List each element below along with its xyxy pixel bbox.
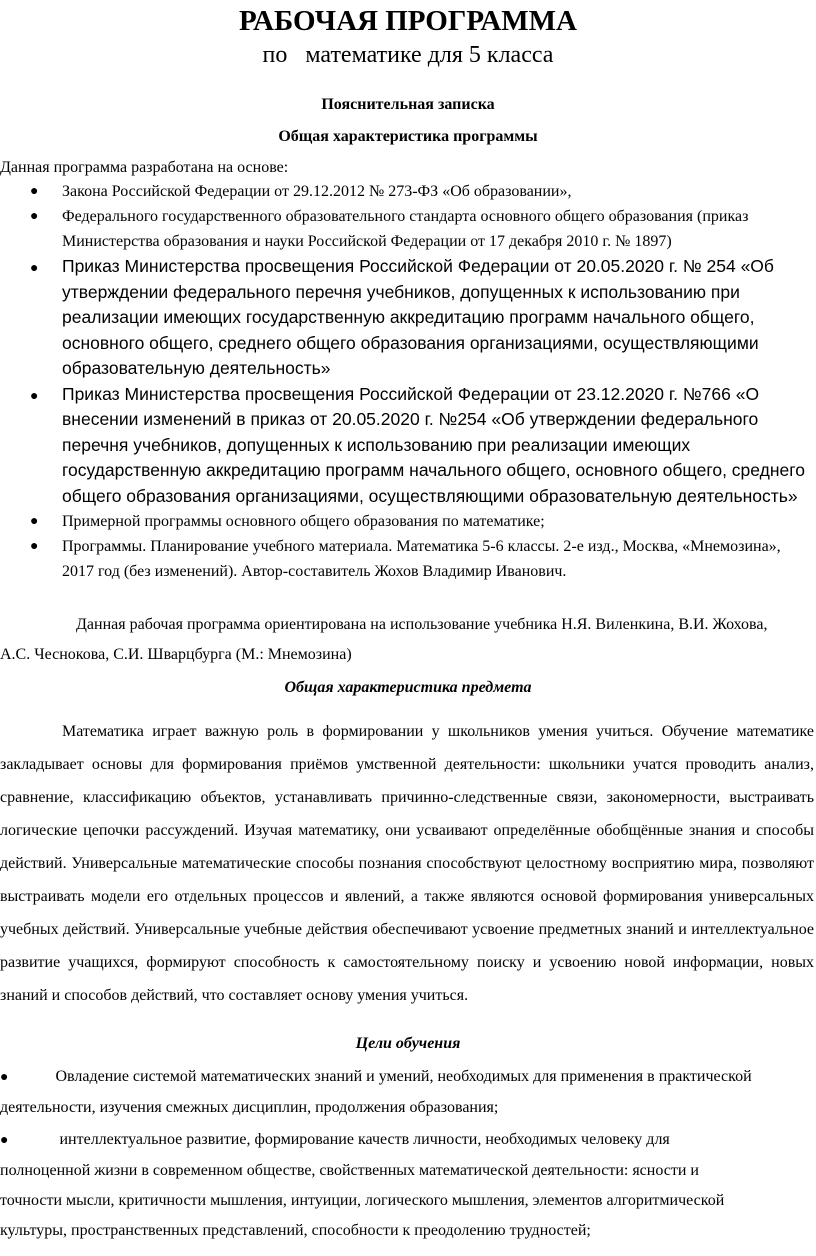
bullet-icon: ●	[30, 259, 39, 275]
section-subheading-program-characteristics: Общая характеристика программы	[278, 128, 538, 145]
bullet-icon: ●	[30, 514, 39, 529]
basis-intro: Данная программа разработана на основе:	[0, 159, 289, 176]
goals-heading: Цели обучения	[355, 1035, 461, 1052]
section-heading-explanatory-note: Пояснительная записка	[321, 96, 495, 113]
bullet-icon: ●	[30, 184, 39, 199]
goal-item: ● интеллектуальное развитие, формирование качеств личности, необходимых человеку для полноценной жизни в современном обществе, свойственных математической деятельности: ясности и точности мысли, критичности мышления, интуиции, логического мышления, элементов алгоритмической культуры, пространственных представлений, способности к преодолению трудностей;	[0, 1131, 725, 1239]
basis-item: ● Примерной программы основного общего образования по математике;	[0, 509, 816, 534]
bullet-icon: ●	[0, 1070, 9, 1085]
subject-paragraph: Математика играет важную роль в формировании у школьников умения учиться. Обучение математике закладывает основы для формирования приёмов умственной деятельности: школьники учатся проводить анализ, сравнение, классификацию объектов, устанавливать причинно-следственные связи, закономерности, выстраивать логические цепочки рассуждений. Изучая математику, они усваивают определённые обобщённые знания и способы действий. Универсальные математические способы познания способствуют целостному восприятию мира, позволяют выстраивать модели его отдельных процессов и явлений, а также являются основой формирования универсальных учебных действий. Универсальные учебные действия обеспечивают усвоение предметных знаний и интеллектуальное развитие учащихся, формируют способность к самостоятельному поиску и усвоению новой информации, новых знаний и способов действий, что составляет основу умения учиться.	[0, 723, 814, 1004]
basis-item: ● Закона Российской Федерации от 29.12.2012 № 273-ФЗ «Об образовании»,	[0, 179, 816, 204]
goal-item: ● Овладение системой математических знаний и умений, необходимых для применения в практической деятельности, изучения смежных дисциплин, продолжения образования;	[0, 1068, 752, 1116]
basis-item: ● Программы. Планирование учебного материала. Математика 5-6 классы. 2-е изд., Москва, «Мнемозина», 2017 год (без изменений). Автор-составитель Жохов Владимир Иванович.	[0, 534, 816, 584]
subject-heading: Общая характеристика предмета	[284, 679, 532, 696]
basis-item: ● Федерального государственного образовательного стандарта основного общего образования (приказ Министерства образования и науки Российской Федерации от 17 декабря 2010 г. № 1897)	[0, 204, 816, 254]
basis-item: ● Приказ Министерства просвещения Российской Федерации от 20.05.2020 г. № 254 «Об утверждении федерального перечня учебников, допущенных к использованию при реализации имеющих государственную аккредитацию программ начального общего, основного общего, среднего общего образования организациями, осуществляющими образовательную деятельность»	[30, 256, 774, 378]
goals-list	[0, 1062, 816, 1246]
page-title: РАБОЧАЯ ПРОГРАММА	[239, 5, 577, 37]
page-subtitle: по математике для 5 класса	[262, 42, 554, 68]
bullet-icon: ●	[30, 539, 39, 554]
bullet-icon: ●	[30, 209, 39, 224]
basis-item: ● Приказ Министерства просвещения Российской Федерации от 23.12.2020 г. №766 «О внесении изменений в приказ от 20.05.2020 г. №254 «Об утверждении федерального перечня учебников, допущенных к использованию при реализации имеющих государственную аккредитацию программ начального общего, основного общего, среднего общего образования организациями, осуществляющими образовательную деятельность»	[30, 383, 805, 506]
basis-list	[0, 179, 816, 584]
bullet-icon: ●	[0, 1133, 9, 1148]
textbook-paragraph: Данная рабочая программа ориентирована на использование учебника Н.Я. Виленкина, В.И. Жохова, А.С. Чеснокова, С.И. Шварцбурга (М.: Мнемозина)	[0, 616, 768, 663]
bullet-icon: ●	[30, 386, 39, 403]
